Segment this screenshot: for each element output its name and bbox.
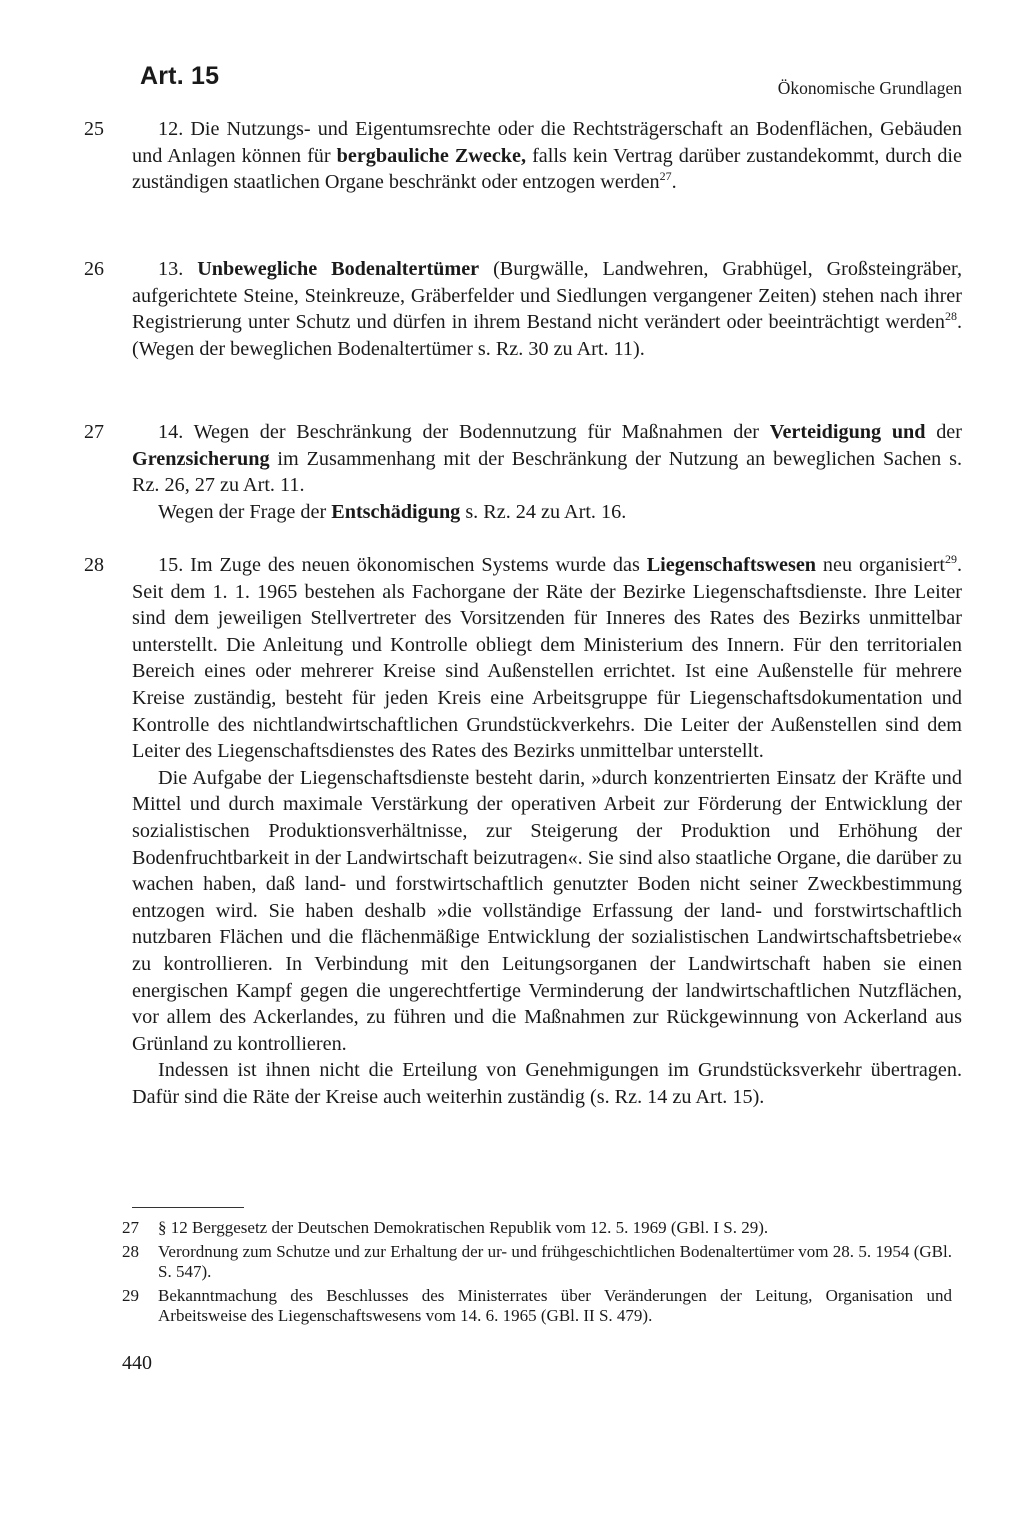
footnote	[122, 1286, 952, 1327]
footnote-text: Verordnung zum Schutze und zur Erhaltung der ur- und frühgeschichtlichen Bodenaltertümer vom 28. 5. 1954 (GBl. S. 547).	[158, 1241, 952, 1281]
entry-rz-25	[84, 116, 962, 196]
paragraph: Wegen der Frage der Entschädigung s. Rz. 24 zu Art. 16.	[158, 500, 627, 523]
section-title: Ökonomische Grundlagen	[777, 78, 962, 98]
paragraph: Indessen ist ihnen nicht die Erteilung von Genehmigungen im Grundstücksverkehr übertragen. Dafür sind die Räte der Kreise auch weiterhin zuständig (s. Rz. 14 zu Art. 15).	[132, 1059, 962, 1108]
footnote-number: 27	[122, 1218, 139, 1237]
paragraph: 14. Wegen der Beschränkung der Bodennutzung für Maßnahmen der Verteidigung und der Grenzsicherung im Zusammenhang mit der Beschränkung der Nutzung an beweglichen Sachen s. Rz. 26, 27 zu Art. 11.	[132, 421, 962, 497]
article-label: Art. 15	[140, 62, 220, 90]
margin-number: 27	[84, 421, 104, 443]
entry-rz-26	[84, 256, 963, 362]
page-number: 440	[122, 1352, 152, 1374]
running-header	[140, 62, 962, 102]
footnote	[122, 1242, 952, 1283]
footnote-number: 28	[122, 1241, 139, 1261]
margin-number: 26	[84, 258, 104, 280]
paragraph: Die Aufgabe der Liegenschaftsdienste besteht darin, »durch konzentrierten Einsatz der Kräfte und Mittel und durch maximale Verstärkung der operativen Arbeit zur Förderung der Entwicklung der sozialistischen Produktionsverhältnisse, zur Steigerung der Produktion und Erhöhung der Bodenfruchtbarkeit in der Landwirtschaft beizutragen«. Sie sind also staatliche Organe, die darüber zu wachen haben, daß land- und forstwirtschaftlich genutzter Boden nicht seiner Zweckbestimmung entzogen wird. Sie haben deshalb »die vollständige Erfassung der land- und forstwirtschaftlich nutzbaren Flächen und die flächenmäßige Entwicklung der sozialistischen Landwirtschaftsbetriebe« zu kontrollieren. In Verbindung mit den Leitungsorganen der Landwirtschaft haben sie einen energischen Kampf gegen die ungerechtfertige Verminderung der landwirtschaftlichen Nutzflächen, vor allem des Ackerlandes, zu führen und die Maßnahmen zur Rückgewinnung von Ackerland aus Grünland zu kontrollieren.	[132, 766, 962, 1055]
footnote	[122, 1218, 952, 1239]
margin-number: 28	[84, 554, 104, 576]
entry-rz-27	[84, 419, 962, 525]
footnotes	[122, 1218, 952, 1330]
footnote-text: Bekanntmachung des Beschlusses des Ministerrates über Veränderungen der Leitung, Organisation und Arbeitsweise des Liegenschaftswesens vom 14. 6. 1965 (GBl. II S. 479).	[158, 1285, 952, 1325]
paragraph: 12. Die Nutzungs- und Eigentumsrechte oder die Rechtsträgerschaft an Bodenflächen, Gebäuden und Anlagen können für bergbauliche Zwecke, falls kein Vertrag darüber zustandekommt, durch die zuständigen staatlichen Organe beschränkt oder entzogen werden$^{27}$.	[132, 118, 962, 194]
footnote-text: § 12 Berggesetz der Deutschen Demokratischen Republik vom 12. 5. 1969 (GBl. I S. 29).	[158, 1218, 769, 1237]
margin-number: 25	[84, 118, 104, 140]
paragraph: 15. Im Zuge des neuen ökonomischen Systems wurde das Liegenschaftswesen neu organisiert$^{29}$. Seit dem 1. 1. 1965 bestehen als Fachorgane der Räte der Bezirke Liegenschaftsdienste. Ihre Leiter sind dem jeweiligen Stellvertreter des Vorsitzenden für Inneres des Rates des Bezirks unmittelbar unterstellt. Die Anleitung und Kontrolle obliegt dem Ministerium des Innern. Für den territorialen Bereich eines oder mehrerer Kreise sind Außenstellen errichtet. Ist eine Außenstelle für mehrere Kreise zuständig, besteht für jeden Kreis eine Arbeitsgruppe für Liegenschaftsdokumentation und Kontrolle des nichtlandwirtschaftlichen Grundstückverkehrs. Die Leiter der Außenstellen sind dem Leiter des Liegenschaftsdienstes des Rates des Bezirks unmittelbar unterstellt.	[132, 552, 962, 763]
paragraph: 13. Unbewegliche Bodenaltertümer (Burgwälle, Landwehren, Grabhügel, Großsteingräber, aufgerichtete Steine, Steinkreuze, Gräberfelder und Siedlungen vergangener Zeiten) stehen nach ihrer Registrierung unter Schutz und dürfen in ihrem Bestand nicht verändert oder beeinträchtigt werden$^{28}$. (Wegen der beweglichen Bodenaltertümer s. Rz. 30 zu Art. 11).	[132, 258, 963, 360]
entry-rz-28	[84, 552, 962, 1110]
footnote-separator	[132, 1207, 244, 1208]
footnote-number: 29	[122, 1285, 139, 1305]
